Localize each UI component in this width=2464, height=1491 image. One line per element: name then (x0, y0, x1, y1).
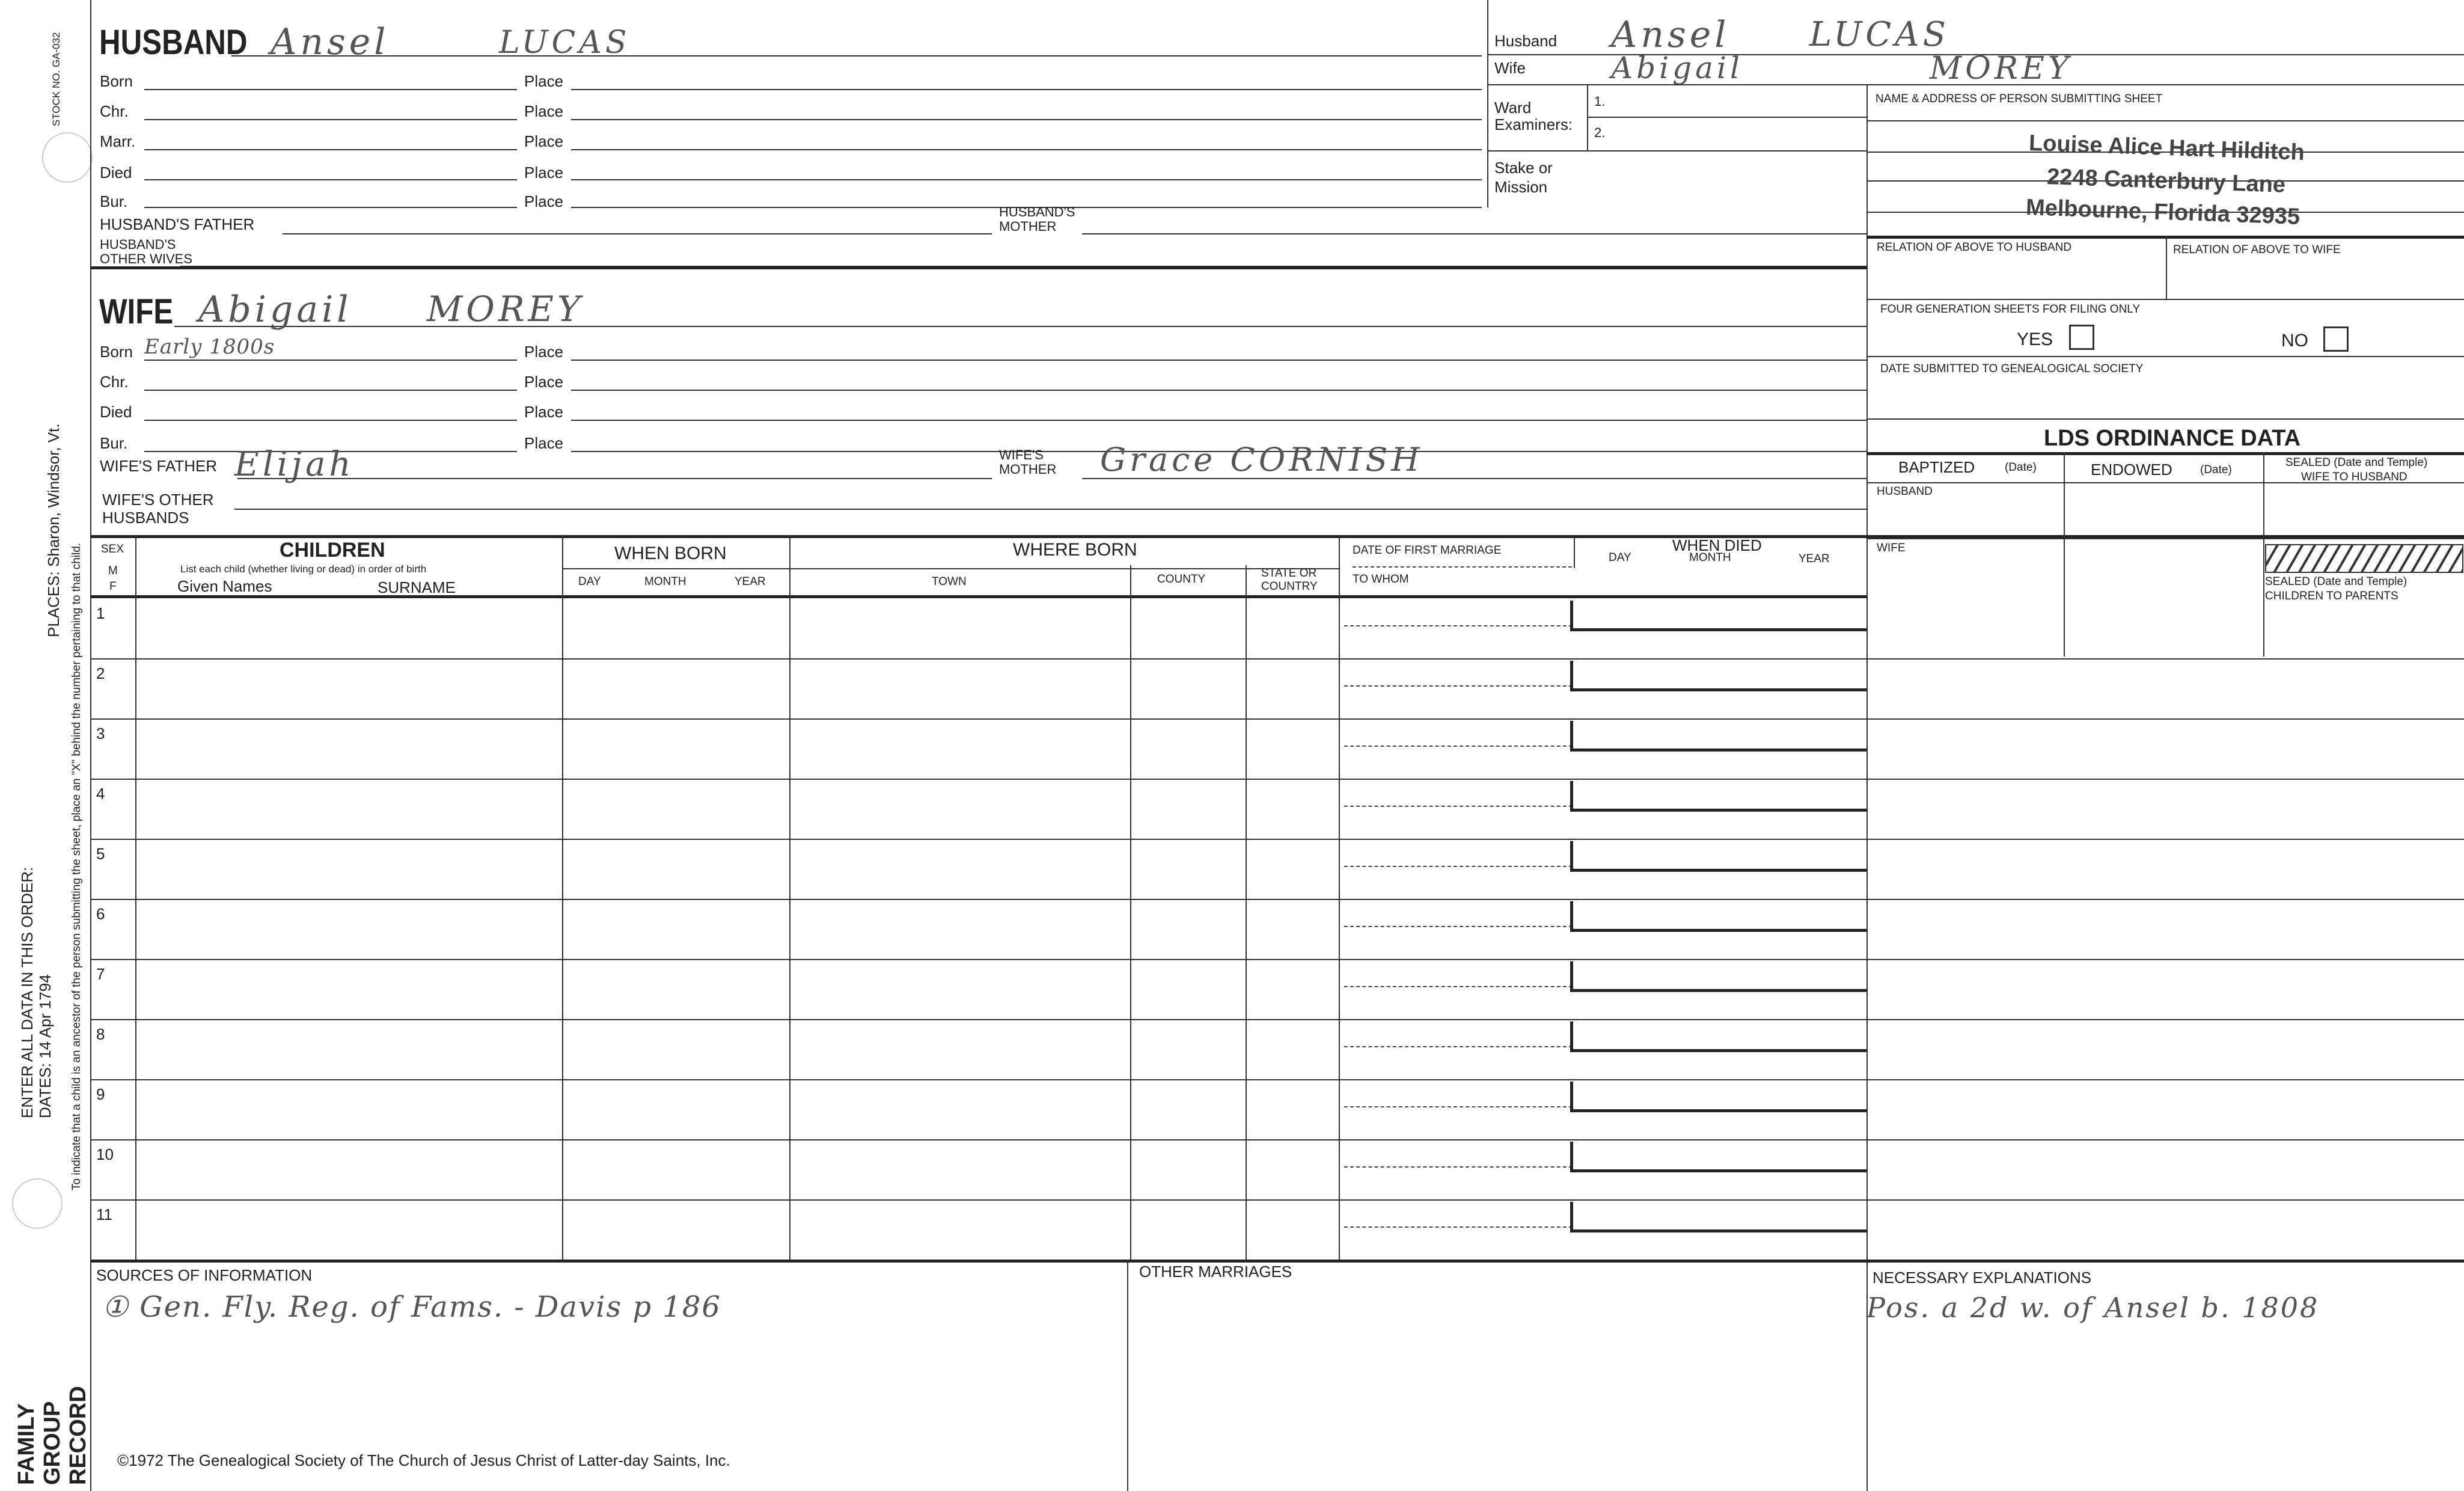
col-county (1246, 565, 1247, 1260)
died-year-label: YEAR (1799, 553, 1830, 565)
lds-title-bottom (1866, 452, 2464, 455)
header-husband-first: Ansel (1611, 14, 1730, 56)
child-died-bracket (1570, 601, 1573, 629)
child-row-number: 8 (96, 1025, 105, 1043)
lds-wife-label: WIFE (1877, 542, 1906, 554)
wife-father-line (237, 478, 992, 479)
husband-marr-place-label: Place (524, 132, 564, 150)
sex-f-label: F (109, 580, 117, 593)
submitter-label: NAME & ADDRESS OF PERSON SUBMITTING SHEET (1876, 93, 2163, 105)
relation-wife-label: RELATION OF ABOVE TO WIFE (2173, 243, 2341, 256)
sealed-children-label-1: SEALED (Date and Temple) (2265, 575, 2407, 588)
submitter-city: Melbourne, Florida 32935 (2025, 195, 2300, 230)
wife-born-line (144, 360, 517, 361)
yes-label: YES (2017, 329, 2053, 349)
wife-title: WIFE (99, 292, 174, 331)
husband-father-label: HUSBAND'S FATHER (100, 215, 255, 233)
husband-chr-line (144, 119, 517, 120)
wife-father-label: WIFE'S FATHER (100, 457, 218, 475)
child-row-number: 4 (96, 785, 105, 803)
col-town (1130, 565, 1131, 1260)
child-marriage-date-line (1344, 866, 1573, 867)
husband-mother-line (1082, 233, 1866, 234)
husband-name-line (231, 55, 1482, 57)
wife-other-husbands-line (234, 509, 1866, 510)
sealed-children-label-2: CHILDREN TO PARENTS (2265, 590, 2398, 602)
hatched-cell (2265, 544, 2463, 573)
state-label-2: COUNTRY (1261, 580, 1318, 593)
child-row-number: 1 (96, 604, 105, 622)
child-row-divider (90, 1019, 2464, 1020)
col-state (1339, 535, 1340, 1260)
submitter-box-bottom (1866, 236, 2464, 239)
when-died-left (1574, 535, 1575, 568)
no-label: NO (2281, 331, 2308, 351)
yes-checkbox[interactable] (2069, 325, 2094, 350)
ward-label: Ward (1494, 99, 1532, 117)
child-died-bracket (1570, 661, 1573, 690)
child-row-number: 9 (96, 1085, 105, 1103)
child-died-line (1570, 688, 1866, 691)
wife-born-value: Early 1800s (144, 335, 275, 359)
husband-mother-label-1: HUSBAND'S (999, 204, 1075, 219)
child-died-line (1570, 1049, 1866, 1052)
wife-chr-place-line (571, 390, 1866, 391)
child-died-line (1570, 1109, 1866, 1112)
child-row-divider (90, 718, 2464, 720)
husband-chr-place-line (571, 119, 1482, 120)
husband-bur-label: Bur. (100, 192, 128, 210)
record-label: RECORD (66, 1386, 91, 1485)
header-wife-last: MOREY (1930, 51, 2073, 87)
relation-husband-label: RELATION OF ABOVE TO HUSBAND (1877, 241, 2072, 254)
child-died-bracket (1570, 1082, 1573, 1110)
sources-value: ① Gen. Fly. Reg. of Fams. - Davis p 186 (102, 1290, 721, 1324)
baptized-label: BAPTIZED (1898, 458, 1975, 476)
four-gen-bottom (1866, 356, 2464, 357)
died-day-label: DAY (1609, 551, 1631, 564)
sealed-wife-label-2: WIFE TO HUSBAND (2301, 471, 2407, 483)
child-died-bracket (1570, 1202, 1573, 1231)
wife-bur-label: Bur. (100, 434, 128, 452)
wife-chr-label: Chr. (100, 373, 129, 391)
col-when-born (789, 535, 790, 1260)
lds-header-bottom (1866, 482, 2464, 483)
husband-born-place-label: Place (524, 72, 564, 90)
places-note: PLACES: Sharon, Windsor, Vt. (44, 423, 63, 637)
examiners-bottom (1487, 150, 1866, 152)
husband-born-place-line (571, 89, 1482, 90)
lds-title: LDS ORDINANCE DATA (2044, 426, 2301, 451)
submitter-rule-1 (1866, 120, 2464, 121)
child-marriage-date-line (1344, 1046, 1573, 1047)
first-marriage-dash (1353, 566, 1572, 568)
child-died-line (1570, 749, 1866, 752)
endowed-date-label: (Date) (2200, 464, 2232, 476)
binder-hole-bottom (12, 1178, 63, 1229)
sources-label: SOURCES OF INFORMATION (96, 1266, 313, 1284)
examiner-1: 1. (1594, 94, 1606, 109)
child-row-divider (90, 959, 2464, 960)
sex-label: SEX (101, 543, 124, 556)
husband-title: HUSBAND (99, 23, 248, 62)
examiners-label: Examiners: (1494, 115, 1573, 133)
child-marriage-date-line (1344, 926, 1573, 927)
sealed-wife-label-1: SEALED (Date and Temple) (2285, 456, 2428, 469)
child-died-line (1570, 1229, 1866, 1232)
enter-all-note: ENTER ALL DATA IN THIS ORDER: (18, 866, 36, 1118)
child-died-line (1570, 1169, 1866, 1172)
when-died-label: WHEN DIED (1672, 536, 1762, 554)
sex-m-label: M (108, 565, 118, 577)
child-died-line (1570, 809, 1866, 812)
where-born-label: WHERE BORN (1013, 540, 1137, 560)
wife-mother-label-1: WIFE'S (999, 447, 1044, 462)
child-died-bracket (1570, 901, 1573, 930)
husband-surname: LUCAS (499, 25, 631, 61)
wife-born-place-line (571, 360, 1866, 361)
husband-marr-place-line (571, 149, 1482, 150)
child-row-divider (90, 1199, 2464, 1201)
child-row-divider (90, 1139, 2464, 1140)
died-month-label: MONTH (1689, 551, 1731, 564)
explanations-label: NECESSARY EXPLANATIONS (1872, 1269, 2092, 1287)
husband-other-wives-2: OTHER WIVES (100, 251, 193, 266)
husband-bur-place-label: Place (524, 192, 564, 210)
four-gen-label: FOUR GENERATION SHEETS FOR FILING ONLY (1880, 303, 2141, 316)
copyright: ©1972 The Genealogical Society of The Church of Jesus Christ of Latter-day Saints, Inc. (117, 1451, 730, 1469)
child-row-divider (90, 899, 2464, 900)
wife-other-husbands-1: WIFE'S OTHER (102, 491, 214, 509)
town-label: TOWN (932, 575, 967, 588)
husband-died-place-line (571, 179, 1482, 180)
no-checkbox[interactable] (2323, 326, 2349, 352)
baptized-date-label: (Date) (2005, 461, 2037, 474)
wife-bur-place-label: Place (524, 434, 564, 452)
relation-bottom (1866, 299, 2464, 300)
husband-died-line (144, 179, 517, 180)
indicate-note: To indicate that a child is an ancestor of the person submitting the sheet, place an "X" behind the number pertaining to that child. (70, 542, 83, 1190)
header-wife-first: Abigail (1611, 51, 1743, 85)
endowed-label: ENDOWED (2091, 461, 2172, 479)
col-names (562, 535, 563, 1260)
header-wife-line (1487, 84, 2464, 85)
other-marriages-label: OTHER MARRIAGES (1139, 1263, 1292, 1281)
child-row-divider (90, 1079, 2464, 1080)
child-marriage-date-line (1344, 806, 1573, 807)
child-died-line (1570, 929, 1866, 932)
col-sex (135, 535, 136, 1260)
wife-first-name: Abigail (198, 289, 352, 331)
husband-bur-line (144, 207, 517, 208)
county-label: COUNTY (1157, 573, 1206, 586)
binder-hole-top (42, 132, 93, 183)
header-wife-label: Wife (1494, 59, 1526, 77)
children-instruction: List each child (whether living or dead) in order of birth (180, 563, 427, 575)
child-row-number: 3 (96, 724, 105, 742)
date-submitted-label: DATE SUBMITTED TO GENEALOGICAL SOCIETY (1880, 363, 2144, 375)
explanations-value: Pos. a 2d w. of Ansel b. 1808 (1866, 1291, 2320, 1324)
wife-chr-place-label: Place (524, 373, 564, 391)
child-died-bracket (1570, 1021, 1573, 1050)
wife-born-place-label: Place (524, 343, 564, 361)
header-box-left (1487, 0, 1488, 207)
husband-chr-place-label: Place (524, 102, 564, 120)
family-label: FAMILY (14, 1403, 39, 1485)
husband-born-label: Born (100, 72, 133, 90)
child-marriage-date-line (1344, 1106, 1573, 1107)
husband-other-wives-1: HUSBAND'S (100, 237, 176, 252)
frame-left (90, 0, 91, 1491)
born-year-label: YEAR (735, 575, 766, 588)
child-died-line (1570, 628, 1866, 631)
child-row-number: 7 (96, 965, 105, 983)
lds-husband-bottom (1866, 538, 2464, 539)
husband-first-name: Ansel (271, 21, 390, 63)
children-header-bottom (90, 595, 1866, 598)
child-marriage-date-line (1344, 986, 1573, 987)
child-died-bracket (1570, 961, 1573, 990)
child-died-bracket (1570, 841, 1573, 870)
child-died-bracket (1570, 721, 1573, 750)
born-day-label: DAY (578, 575, 601, 588)
husband-marr-line (144, 149, 517, 150)
child-row-divider (90, 658, 2464, 660)
wife-mother-line (1082, 478, 1866, 479)
husband-died-label: Died (100, 164, 132, 182)
child-died-line (1570, 989, 1866, 992)
date-submitted-bottom (1866, 418, 2464, 420)
born-month-label: MONTH (644, 575, 686, 588)
child-row-number: 6 (96, 905, 105, 923)
to-whom-label: TO WHOM (1353, 573, 1409, 586)
header-husband-label: Husband (1494, 32, 1558, 50)
wife-died-place-line (571, 420, 1866, 421)
child-marriage-date-line (1344, 625, 1573, 626)
wife-chr-line (144, 390, 517, 391)
child-row-number: 2 (96, 664, 105, 682)
wife-died-label: Died (100, 403, 132, 421)
state-label-1: STATE OR (1261, 567, 1317, 580)
submitter-name: Louise Alice Hart Hilditch (2028, 130, 2305, 165)
wife-mother-label-2: MOTHER (999, 462, 1057, 477)
when-born-underline (562, 568, 1339, 569)
right-column-left (1866, 84, 1868, 1491)
given-names-label: Given Names (177, 577, 272, 595)
wife-other-husbands-2: HUSBANDS (102, 509, 189, 527)
mission-label: Mission (1494, 178, 1548, 196)
child-row-number: 5 (96, 845, 105, 863)
children-title: CHILDREN (280, 539, 385, 562)
child-died-bracket (1570, 1142, 1573, 1171)
child-row-divider (90, 779, 2464, 780)
child-row-number: 11 (96, 1205, 112, 1223)
wife-surname: MOREY (427, 289, 584, 329)
husband-father-line (283, 233, 992, 234)
husband-born-line (144, 89, 517, 90)
relation-divider (2166, 236, 2167, 299)
wife-died-place-label: Place (524, 403, 564, 421)
child-marriage-date-line (1344, 746, 1573, 747)
group-label: GROUP (40, 1401, 65, 1485)
child-row-number: 10 (96, 1145, 114, 1163)
child-marriage-date-line (1344, 685, 1573, 687)
surname-label: SURNAME (378, 578, 456, 596)
stock-number: STOCK NO. GA-032 (50, 32, 62, 126)
when-born-label: WHEN BORN (614, 543, 727, 563)
child-marriage-date-line (1344, 1226, 1573, 1228)
child-died-line (1570, 869, 1866, 872)
stake-label: Stake or (1494, 159, 1553, 177)
header-husband-last: LUCAS (1809, 15, 1949, 54)
first-marriage-label: DATE OF FIRST MARRIAGE (1353, 544, 1502, 557)
husband-chr-label: Chr. (100, 102, 129, 120)
child-marriage-date-line (1344, 1166, 1573, 1168)
wife-died-line (144, 420, 517, 421)
husband-died-place-label: Place (524, 164, 564, 182)
wife-mother-value: Grace CORNISH (1100, 441, 1423, 479)
wife-father-value: Elijah (234, 445, 355, 484)
examiner-1-line (1587, 117, 1866, 118)
child-row-divider (90, 839, 2464, 840)
dates-note: DATES: 14 Apr 1794 (36, 974, 54, 1118)
submitter-street: 2248 Canterbury Lane (2046, 164, 2286, 198)
lds-husband-label: HUSBAND (1877, 485, 1933, 498)
child-died-bracket (1570, 781, 1573, 810)
husband-marr-label: Marr. (100, 132, 136, 150)
husband-mother-label-2: MOTHER (999, 219, 1057, 234)
husband-section-bottom (90, 266, 1866, 269)
footer-divider (1127, 1260, 1128, 1491)
wife-born-label: Born (100, 343, 133, 361)
examiner-2: 2. (1594, 125, 1606, 140)
